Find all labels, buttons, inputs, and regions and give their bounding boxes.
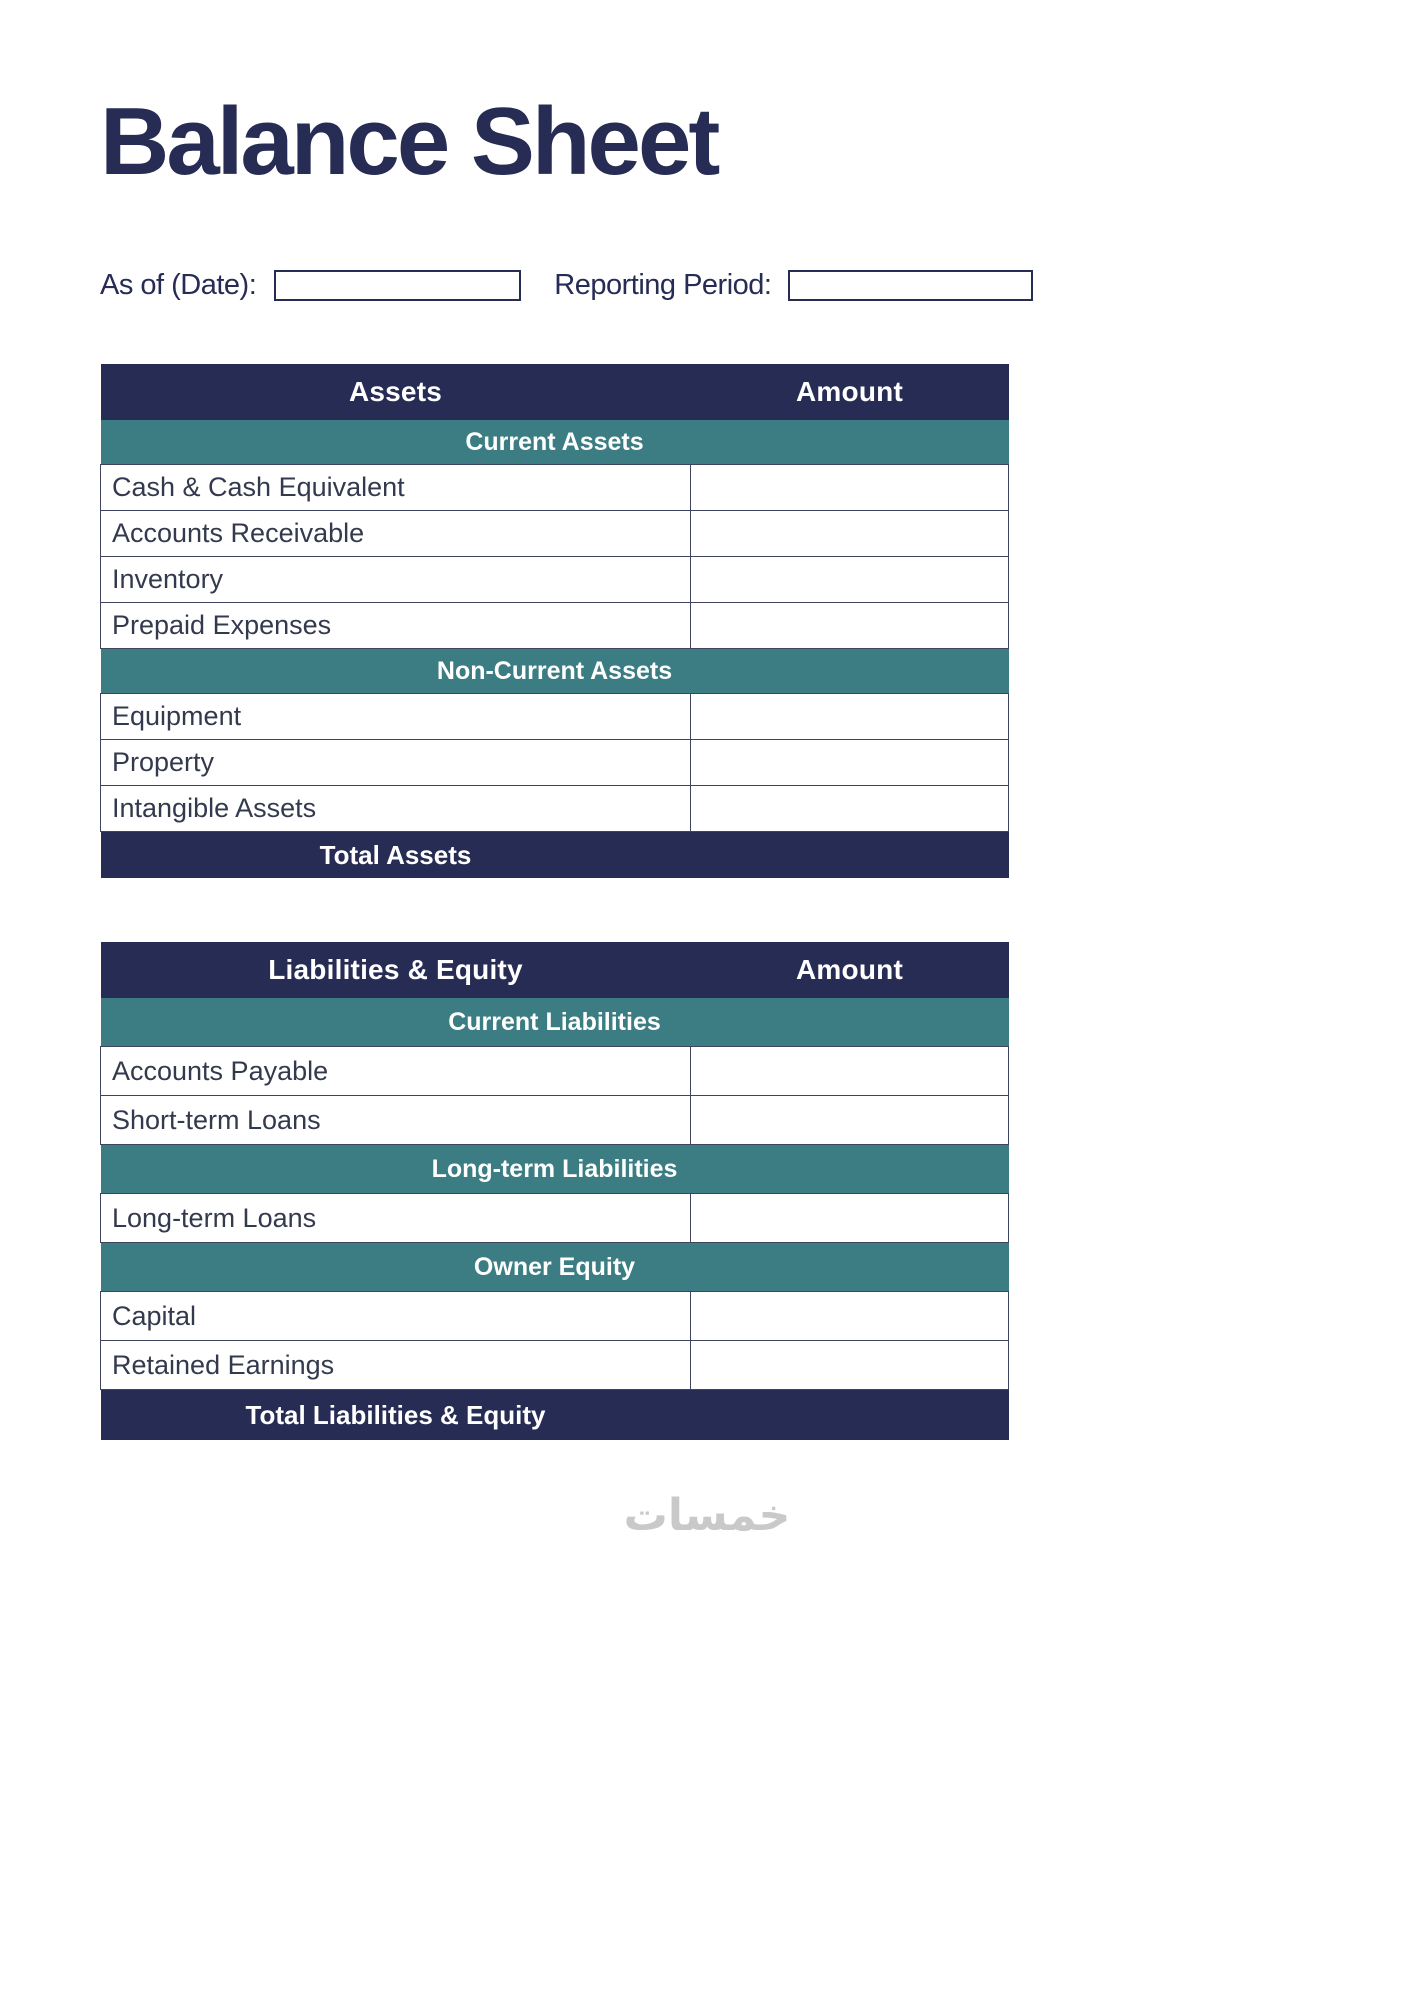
section-row-owner-equity <box>101 1243 1009 1292</box>
section-row-long-term-liabilities <box>101 1145 1009 1194</box>
amount-cell[interactable] <box>691 1292 1009 1341</box>
row-label: Equipment <box>101 694 691 740</box>
section-row-current-assets <box>101 420 1009 465</box>
section-title: Owner Equity <box>101 1243 1009 1292</box>
section-title: Non-Current Assets <box>101 649 1009 694</box>
amount-cell[interactable] <box>691 1047 1009 1096</box>
total-label: Total Assets <box>101 832 691 878</box>
amount-column-header: Amount <box>691 364 1009 420</box>
assets-column-header: Assets <box>101 364 691 420</box>
section-row-non-current-assets <box>101 649 1009 694</box>
reporting-period-label: Reporting Period: <box>554 268 772 301</box>
table-row <box>101 694 1009 740</box>
brand-watermark: خمسات <box>623 1490 791 1541</box>
amount-cell[interactable] <box>691 1341 1009 1390</box>
amount-cell[interactable] <box>691 465 1009 511</box>
total-amount-cell[interactable] <box>691 832 1009 878</box>
row-label: Intangible Assets <box>101 786 691 832</box>
total-amount-cell[interactable] <box>691 1390 1009 1440</box>
assets-table <box>100 364 1009 878</box>
liabilities-equity-table <box>100 942 1009 1440</box>
amount-cell[interactable] <box>691 603 1009 649</box>
table-row <box>101 557 1009 603</box>
row-label: Retained Earnings <box>101 1341 691 1390</box>
row-label: Accounts Receivable <box>101 511 691 557</box>
header-form-row <box>100 269 1314 302</box>
table-row <box>101 511 1009 557</box>
row-label: Property <box>101 740 691 786</box>
table-row <box>101 1292 1009 1341</box>
row-label: Capital <box>101 1292 691 1341</box>
row-label: Prepaid Expenses <box>101 603 691 649</box>
date-label: As of (Date): <box>100 268 257 301</box>
amount-cell[interactable] <box>691 511 1009 557</box>
table-row <box>101 786 1009 832</box>
row-label: Cash & Cash Equivalent <box>101 465 691 511</box>
amount-cell[interactable] <box>691 786 1009 832</box>
section-row-current-liabilities <box>101 998 1009 1047</box>
row-label: Inventory <box>101 557 691 603</box>
liabilities-column-header: Liabilities & Equity <box>101 942 691 998</box>
date-input[interactable] <box>274 270 521 301</box>
table-row <box>101 1194 1009 1243</box>
row-label: Short-term Loans <box>101 1096 691 1145</box>
total-assets-row <box>101 832 1009 878</box>
table-row <box>101 740 1009 786</box>
total-label: Total Liabilities & Equity <box>101 1390 691 1440</box>
row-label: Long-term Loans <box>101 1194 691 1243</box>
table-row <box>101 603 1009 649</box>
table-row <box>101 1096 1009 1145</box>
table-row <box>101 465 1009 511</box>
table-row <box>101 1047 1009 1096</box>
amount-cell[interactable] <box>691 557 1009 603</box>
amount-cell[interactable] <box>691 740 1009 786</box>
liabilities-header-row <box>101 942 1009 998</box>
table-row <box>101 1341 1009 1390</box>
section-title: Current Liabilities <box>101 998 1009 1047</box>
amount-column-header: Amount <box>691 942 1009 998</box>
total-liabilities-equity-row <box>101 1390 1009 1440</box>
reporting-period-input[interactable] <box>788 270 1033 301</box>
assets-header-row <box>101 364 1009 420</box>
amount-cell[interactable] <box>691 1096 1009 1145</box>
amount-cell[interactable] <box>691 694 1009 740</box>
amount-cell[interactable] <box>691 1194 1009 1243</box>
page-title: Balance Sheet <box>100 88 718 195</box>
section-title: Current Assets <box>101 420 1009 465</box>
section-title: Long-term Liabilities <box>101 1145 1009 1194</box>
row-label: Accounts Payable <box>101 1047 691 1096</box>
